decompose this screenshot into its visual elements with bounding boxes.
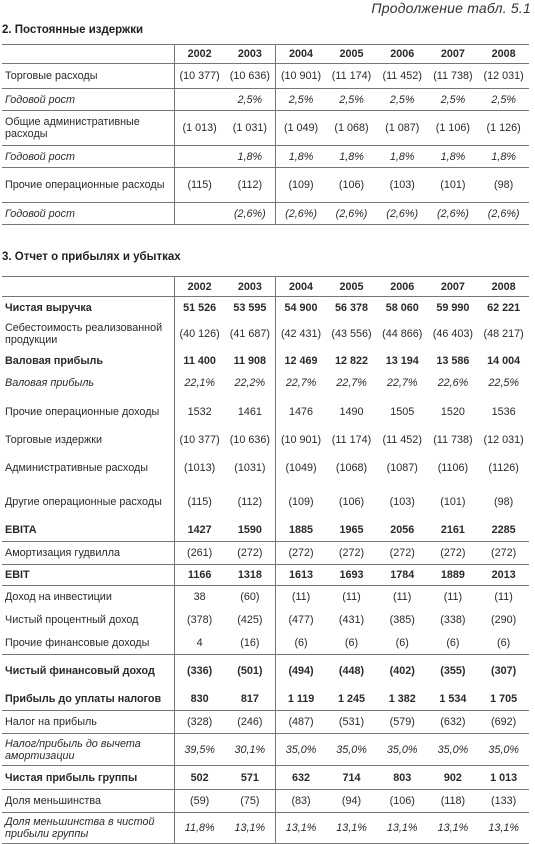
value-cell: 1318 — [225, 565, 276, 586]
row-label: Валовая прибыль — [5, 377, 95, 389]
value-cell: (11 174) — [331, 434, 372, 446]
value-cell: (336) — [174, 655, 225, 688]
value-cell: 53 595 — [233, 301, 267, 314]
value-cell: (112) — [237, 495, 263, 508]
value-cell: 13,1% — [428, 813, 479, 844]
value-cell: (98) — [478, 168, 529, 203]
value-cell: (328) — [174, 711, 225, 734]
value-cell: 2,5% — [275, 89, 326, 111]
value-cell: 22,2% — [234, 377, 266, 389]
value-cell: 13,1% — [326, 813, 377, 844]
income-statement-table — [2, 276, 529, 844]
continuation-title: Продолжение табл. 5.1 — [371, 0, 531, 16]
value-cell: (272) — [478, 542, 529, 565]
value-cell: (11) — [377, 586, 428, 609]
table-row — [2, 586, 529, 609]
value-cell: 13,1% — [225, 813, 276, 844]
value-cell: (6) — [446, 636, 460, 649]
row-label: Налог/прибыль до вычета амортизации — [2, 734, 174, 766]
value-cell: (109) — [275, 485, 326, 519]
value-cell: (2,6%) — [275, 203, 326, 225]
year-header: 2007 — [428, 277, 479, 297]
value-cell: 12 822 — [334, 355, 369, 367]
value-cell: (11) — [275, 586, 326, 609]
value-cell: (94) — [326, 790, 377, 813]
value-cell: (246) — [225, 711, 276, 734]
value-cell: 14 004 — [487, 355, 521, 367]
table-row — [2, 734, 529, 766]
row-label: Валовая прибыль — [5, 355, 104, 367]
value-cell: (1 087) — [377, 111, 428, 146]
value-cell: (378) — [174, 609, 225, 632]
value-cell: (531) — [326, 711, 377, 734]
row-label: Прочие операционные доходы — [5, 405, 160, 418]
value-cell: (44 866) — [382, 328, 423, 340]
table-row — [2, 519, 529, 542]
value-cell: 1885 — [275, 519, 326, 542]
value-cell: 30,1% — [225, 734, 276, 766]
value-cell: (1 068) — [326, 111, 377, 146]
table-row — [2, 655, 529, 688]
value-cell: (494) — [275, 655, 326, 688]
table-row — [2, 542, 529, 565]
value-cell: (75) — [225, 790, 276, 813]
row-label: Чистая прибыль группы — [2, 766, 174, 790]
value-cell: (6) — [275, 632, 326, 655]
value-cell: 11 400 — [174, 350, 225, 373]
table-row — [2, 394, 529, 430]
value-cell: 35,0% — [428, 734, 479, 766]
value-cell: 22,7% — [336, 377, 367, 389]
year-header: 2002 — [174, 277, 225, 297]
value-cell: 1 705 — [490, 692, 518, 705]
value-cell: (272) — [225, 542, 276, 565]
row-label: Амортизация гудвилла — [2, 542, 174, 565]
value-cell: 35,0% — [275, 734, 326, 766]
value-cell: (98) — [494, 495, 514, 508]
value-cell: (11 452) — [382, 434, 422, 446]
value-cell: 1 534 — [439, 692, 467, 705]
value-cell: (11 174) — [331, 70, 372, 82]
header-label-cell — [2, 45, 174, 64]
value-cell: (12 031) — [483, 70, 524, 82]
value-cell: 2285 — [491, 523, 516, 536]
year-header: 2005 — [326, 277, 377, 297]
value-cell: 1 013 — [478, 766, 529, 790]
value-cell: 714 — [326, 766, 377, 790]
value-cell: 38 — [174, 586, 225, 609]
table-row — [2, 451, 529, 485]
value-cell: 1427 — [174, 519, 225, 542]
header-label-cell — [2, 277, 174, 297]
value-cell: (355) — [428, 655, 479, 688]
value-cell: 1784 — [377, 565, 428, 586]
section-3-title: 3. Отчет о прибылях и убытках — [2, 251, 181, 263]
row-label: EBITA — [5, 523, 37, 536]
value-cell: (48 217) — [483, 328, 524, 340]
value-cell: (103) — [377, 168, 428, 203]
value-cell: (11) — [478, 586, 529, 609]
table-row — [2, 168, 529, 203]
value-cell: 35,0% — [377, 734, 428, 766]
value-cell: (109) — [275, 168, 326, 203]
value-cell: 39,5% — [174, 734, 225, 766]
value-cell: 902 — [428, 766, 479, 790]
value-cell: 2013 — [478, 565, 529, 586]
value-cell: (2,6%) — [377, 203, 428, 225]
value-cell: 1590 — [237, 523, 262, 536]
value-cell: 1889 — [428, 565, 479, 586]
section-2-title: 2. Постоянные издержки — [2, 24, 144, 36]
year-header: 2002 — [174, 45, 225, 64]
value-cell: (10 636) — [229, 434, 270, 446]
value-cell: 12 469 — [275, 350, 326, 373]
value-cell: (83) — [275, 790, 326, 813]
value-cell: (385) — [389, 614, 415, 626]
value-cell: (501) — [225, 655, 276, 688]
value-cell: (46 403) — [432, 328, 474, 340]
value-cell: (632) — [428, 711, 479, 734]
value-cell: 1476 — [275, 394, 326, 430]
value-cell: (10 901) — [275, 430, 326, 451]
value-cell: (1 049) — [275, 111, 326, 146]
value-cell: (290) — [491, 614, 517, 626]
value-cell: (1 031) — [225, 111, 276, 146]
table-row — [2, 485, 529, 519]
value-cell: 632 — [275, 766, 326, 790]
value-cell: 22,5% — [488, 377, 519, 389]
value-cell: 54 900 — [275, 297, 326, 319]
value-cell — [174, 146, 225, 168]
value-cell: (41 687) — [229, 328, 270, 340]
value-cell: 830 — [174, 688, 225, 711]
value-cell: (272) — [428, 542, 479, 565]
value-cell: (103) — [389, 495, 415, 508]
value-cell: (272) — [326, 542, 377, 565]
value-cell: 1,8% — [478, 146, 529, 168]
value-cell: 35,0% — [478, 734, 529, 766]
value-cell: (106) — [338, 495, 365, 508]
value-cell: 22,7% — [386, 377, 418, 389]
value-cell: (2,6%) — [225, 203, 276, 225]
year-header: 2005 — [326, 45, 377, 64]
row-label: EBIT — [2, 565, 174, 586]
row-label: Годовой рост — [2, 203, 174, 225]
row-label: Годовой рост — [2, 89, 174, 111]
table-row — [2, 350, 529, 373]
value-cell: (1 106) — [428, 111, 479, 146]
table-row — [2, 319, 529, 350]
value-cell: (402) — [377, 655, 428, 688]
table-row — [2, 297, 529, 319]
row-label: Годовой рост — [2, 146, 174, 168]
value-cell: 2,5% — [377, 89, 428, 111]
value-cell: 11 908 — [233, 355, 267, 367]
value-cell: (42 431) — [275, 319, 326, 350]
table-row — [2, 790, 529, 813]
value-cell: 502 — [174, 766, 225, 790]
value-cell: (115) — [174, 485, 225, 519]
value-cell: 1532 — [174, 394, 225, 430]
row-label: Доля меньшинства в чистой прибыли группы — [2, 813, 174, 844]
value-cell: (101) — [440, 495, 466, 508]
table-row — [2, 430, 529, 451]
value-cell: (2,6%) — [428, 203, 479, 225]
value-cell: (10 377) — [174, 430, 225, 451]
value-cell: (118) — [428, 790, 479, 813]
value-cell: (1 013) — [174, 111, 225, 146]
value-cell: 59 990 — [436, 301, 470, 314]
year-header: 2008 — [478, 45, 529, 64]
value-cell: (43 556) — [331, 328, 372, 340]
value-cell: (487) — [275, 711, 326, 734]
value-cell: 1505 — [390, 405, 415, 418]
row-label: Налог на прибыль — [2, 711, 174, 734]
value-cell: 2,5% — [478, 89, 529, 111]
value-cell: 4 — [174, 632, 225, 655]
value-cell: (477) — [275, 609, 326, 632]
value-cell: (12 031) — [483, 434, 524, 446]
value-cell: (16) — [240, 636, 260, 649]
table-row — [2, 609, 529, 632]
value-cell: (338) — [440, 614, 466, 626]
value-cell: (448) — [326, 655, 377, 688]
table-row — [2, 111, 529, 146]
value-cell: (1049) — [275, 451, 326, 485]
value-cell: (1013) — [174, 451, 225, 485]
fixed-costs-table — [2, 44, 529, 225]
row-label: Другие операционные расходы — [5, 495, 162, 508]
value-cell: (10 901) — [275, 64, 326, 89]
value-cell: 571 — [225, 766, 276, 790]
value-cell: (10 377) — [174, 64, 225, 89]
value-cell: 2,5% — [326, 89, 377, 111]
value-cell: 803 — [377, 766, 428, 790]
value-cell — [174, 203, 225, 225]
value-cell: 1 245 — [337, 692, 366, 705]
row-label: Торговые издержки — [5, 434, 102, 446]
table-row — [2, 203, 529, 225]
value-cell: (6) — [395, 636, 409, 649]
value-cell: 1490 — [339, 405, 364, 418]
value-cell: (112) — [225, 168, 276, 203]
row-label: Прибыль до уплаты налогов — [5, 692, 162, 705]
value-cell: (40 126) — [174, 319, 225, 350]
value-cell: (6) — [497, 636, 511, 649]
table-row — [2, 711, 529, 734]
value-cell: (11 452) — [382, 70, 422, 82]
value-cell: (692) — [478, 711, 529, 734]
row-label: Чистая выручка — [5, 301, 92, 314]
row-label: Торговые расходы — [5, 70, 98, 82]
table-row — [2, 813, 529, 844]
value-cell: (11) — [326, 586, 377, 609]
value-cell: (101) — [428, 168, 479, 203]
value-cell: (11 738) — [433, 434, 473, 446]
value-cell: 22,7% — [275, 373, 326, 394]
value-cell: (60) — [225, 586, 276, 609]
value-cell: (115) — [174, 168, 225, 203]
value-cell: 1693 — [326, 565, 377, 586]
year-header: 2003 — [225, 45, 276, 64]
row-label: Доход на инвестиции — [2, 586, 174, 609]
table-row — [2, 565, 529, 586]
year-header: 2007 — [428, 45, 479, 64]
year-header: 2008 — [478, 277, 529, 297]
table-row — [2, 632, 529, 655]
value-cell: 817 — [240, 692, 259, 705]
value-cell: (1031) — [234, 461, 266, 474]
value-cell: (425) — [237, 614, 263, 626]
value-cell: 22,1% — [174, 373, 225, 394]
table-header-row — [2, 277, 529, 297]
value-cell: (272) — [275, 542, 326, 565]
value-cell: (106) — [377, 790, 428, 813]
value-cell: (307) — [478, 655, 529, 688]
table-row — [2, 766, 529, 790]
value-cell: 1,8% — [275, 146, 326, 168]
value-cell: 1461 — [237, 405, 262, 418]
value-cell: 56 378 — [334, 301, 369, 314]
value-cell: 2161 — [440, 523, 465, 536]
row-label: Себестоимость реализованной продукции — [5, 322, 163, 346]
value-cell: (11) — [428, 586, 479, 609]
value-cell: (1068) — [335, 461, 368, 474]
value-cell: 13 194 — [385, 355, 419, 367]
table-row — [2, 146, 529, 168]
value-cell: 1 382 — [388, 692, 416, 705]
value-cell: (2,6%) — [326, 203, 377, 225]
year-header: 2006 — [377, 277, 428, 297]
value-cell: (1106) — [437, 461, 469, 474]
value-cell: 1536 — [491, 405, 516, 418]
value-cell: 13,1% — [377, 813, 428, 844]
row-label: Прочие операционные расходы — [2, 168, 174, 203]
value-cell: 1,8% — [326, 146, 377, 168]
value-cell: 1,8% — [377, 146, 428, 168]
row-label: Прочие финансовые доходы — [5, 636, 150, 649]
value-cell — [174, 89, 225, 111]
value-cell: (11 738) — [433, 70, 473, 82]
table-row — [2, 64, 529, 89]
value-cell: 51 526 — [174, 297, 225, 319]
value-cell: (106) — [326, 168, 377, 203]
value-cell: (1087) — [386, 461, 418, 474]
value-cell: (431) — [338, 614, 365, 626]
value-cell: 58 060 — [385, 301, 419, 314]
value-cell: 1166 — [174, 565, 225, 586]
value-cell: (579) — [377, 711, 428, 734]
table-header-row — [2, 45, 529, 64]
row-label: Административные расходы — [5, 461, 149, 474]
row-label: Доля меньшинства — [2, 790, 174, 813]
value-cell: (272) — [377, 542, 428, 565]
value-cell: 2056 — [390, 523, 415, 536]
value-cell: 11,8% — [174, 813, 225, 844]
year-header: 2006 — [377, 45, 428, 64]
row-label: Чистый финансовый доход — [2, 655, 174, 688]
value-cell: 13,1% — [275, 813, 326, 844]
value-cell: 2,5% — [225, 89, 276, 111]
table-row — [2, 89, 529, 111]
year-header: 2003 — [225, 277, 276, 297]
value-cell: (1126) — [488, 461, 519, 474]
value-cell: 2,5% — [428, 89, 479, 111]
value-cell: (261) — [174, 542, 225, 565]
value-cell: 1,8% — [428, 146, 479, 168]
value-cell: (133) — [478, 790, 529, 813]
value-cell: 1,8% — [225, 146, 276, 168]
value-cell: (10 636) — [229, 70, 270, 82]
value-cell: 35,0% — [326, 734, 377, 766]
value-cell: 1 119 — [275, 688, 326, 711]
value-cell: 1613 — [275, 565, 326, 586]
table-row — [2, 688, 529, 711]
value-cell: 1965 — [339, 523, 364, 536]
row-label: Общие административные расходы — [2, 111, 174, 146]
year-header: 2004 — [275, 45, 326, 64]
year-header: 2004 — [275, 277, 326, 297]
value-cell: 13,1% — [478, 813, 529, 844]
value-cell: (1 126) — [478, 111, 529, 146]
value-cell: (2,6%) — [478, 203, 529, 225]
value-cell: (6) — [344, 636, 359, 649]
value-cell: 13 586 — [436, 355, 470, 367]
row-label: Чистый процентный доход — [5, 614, 139, 626]
value-cell: 22,6% — [437, 377, 469, 389]
value-cell: 1520 — [440, 405, 465, 418]
table-row — [2, 373, 529, 394]
value-cell: 62 221 — [487, 301, 521, 314]
value-cell: (59) — [174, 790, 225, 813]
